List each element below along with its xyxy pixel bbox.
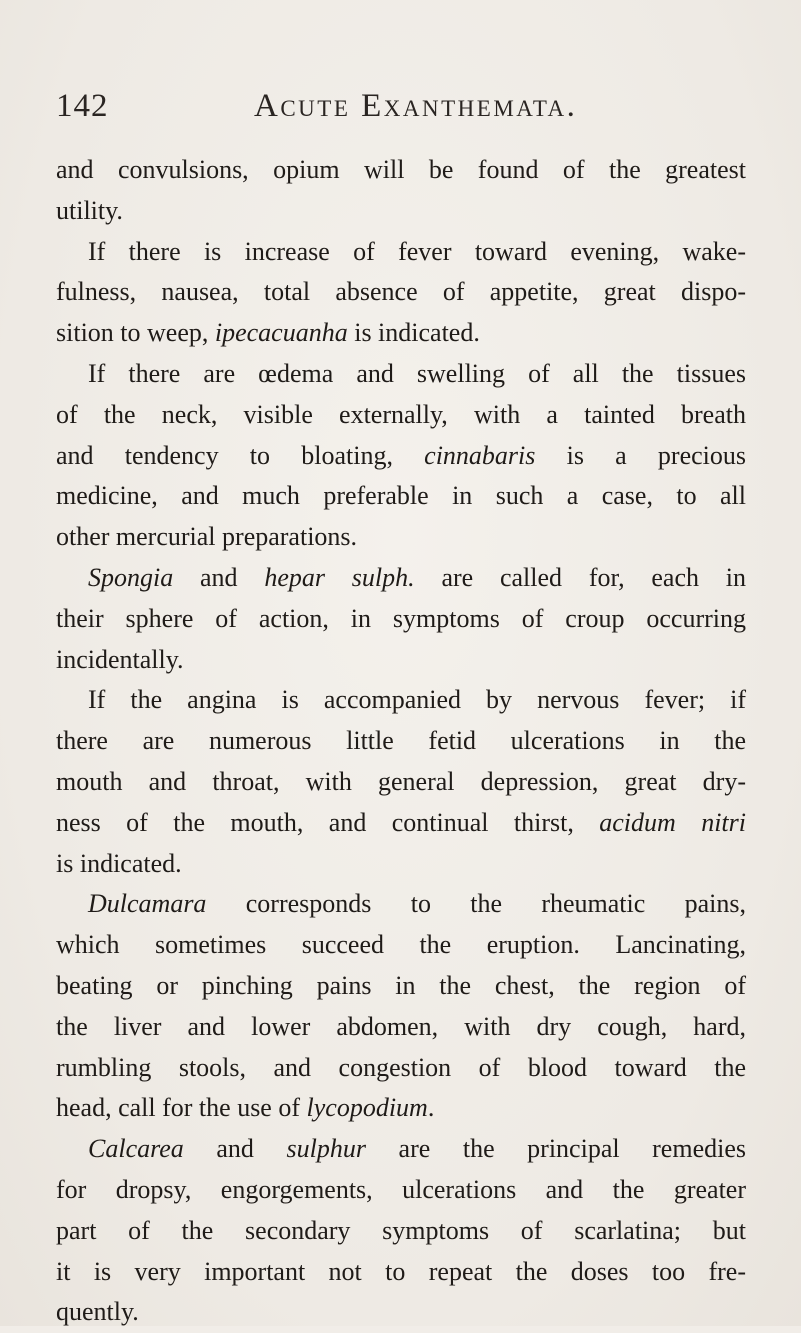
remedy-name: Dulcamara	[88, 889, 207, 919]
text-line: Dulcamara corresponds to the rheumatic pains,	[88, 889, 746, 919]
text-line: there are numerous little fetid ulcerations in the	[56, 726, 746, 756]
text-line: of the neck, visible externally, with a tainted breath	[56, 399, 746, 429]
text-line: rumbling stools, and congestion of blood toward the	[56, 1052, 746, 1082]
text-line: fulness, nausea, total absence of appetite, great dispo-	[56, 277, 746, 307]
text-line: is indicated.	[56, 848, 182, 878]
remedy-name: sulphur	[286, 1134, 366, 1164]
text-line: If there are œdema and swelling of all the tissues	[88, 358, 746, 388]
text-line: beating or pinching pains in the chest, the region of	[56, 970, 746, 1000]
running-title: Acute Exanthemata.	[254, 88, 578, 124]
remedy-name: ipecacuanha	[214, 318, 348, 348]
text-line: the liver and lower abdomen, with dry cough, hard,	[56, 1011, 746, 1041]
text-line: quently.	[56, 1297, 139, 1327]
text-line: medicine, and much preferable in such a case, to all	[56, 481, 746, 511]
remedy-name: Spongia	[88, 562, 174, 592]
text-line: their sphere of action, in symptoms of croup occurring	[56, 603, 746, 633]
text-line: Spongia and hepar sulph. are called for, each in	[88, 562, 747, 592]
text-line: for dropsy, engorgements, ulcerations and the greater	[56, 1174, 746, 1204]
text-line: which sometimes succeed the eruption. Lancinating,	[56, 930, 746, 960]
text-line: and tendency to bloating, cinnabaris is a precious	[56, 440, 746, 470]
text-line: head, call for the use of lycopodium.	[56, 1093, 435, 1123]
running-head	[56, 88, 746, 138]
text-line: incidentally.	[56, 644, 184, 674]
body-text	[56, 150, 746, 1333]
remedy-name: cinnabaris	[424, 440, 536, 470]
text-line: and convulsions, opium will be found of the greatest	[56, 155, 746, 184]
text-line: other mercurial preparations.	[56, 522, 358, 552]
text-line: Calcarea and sulphur are the principal remedies	[88, 1134, 746, 1164]
text-line: part of the secondary symptoms of scarlatina; but	[56, 1215, 746, 1245]
text-line: If there is increase of fever toward evening, wake-	[88, 236, 746, 266]
text-line: it is very important not to repeat the doses too fre-	[56, 1256, 746, 1286]
page-number: 142	[56, 88, 109, 124]
remedy-name: Calcarea	[88, 1134, 184, 1164]
text-line: utility.	[56, 195, 123, 225]
remedy-name: hepar sulph.	[264, 562, 415, 592]
text-line: ness of the mouth, and continual thirst, acidum nitri	[56, 807, 746, 837]
remedy-name: acidum nitri	[599, 807, 746, 837]
text-line: sition to weep, ipecacuanha is indicated.	[56, 318, 480, 348]
text-line: If the angina is accompanied by nervous fever; if	[88, 685, 746, 715]
text-line: mouth and throat, with general depression, great dry-	[56, 766, 746, 796]
remedy-name: lycopodium	[306, 1093, 428, 1123]
